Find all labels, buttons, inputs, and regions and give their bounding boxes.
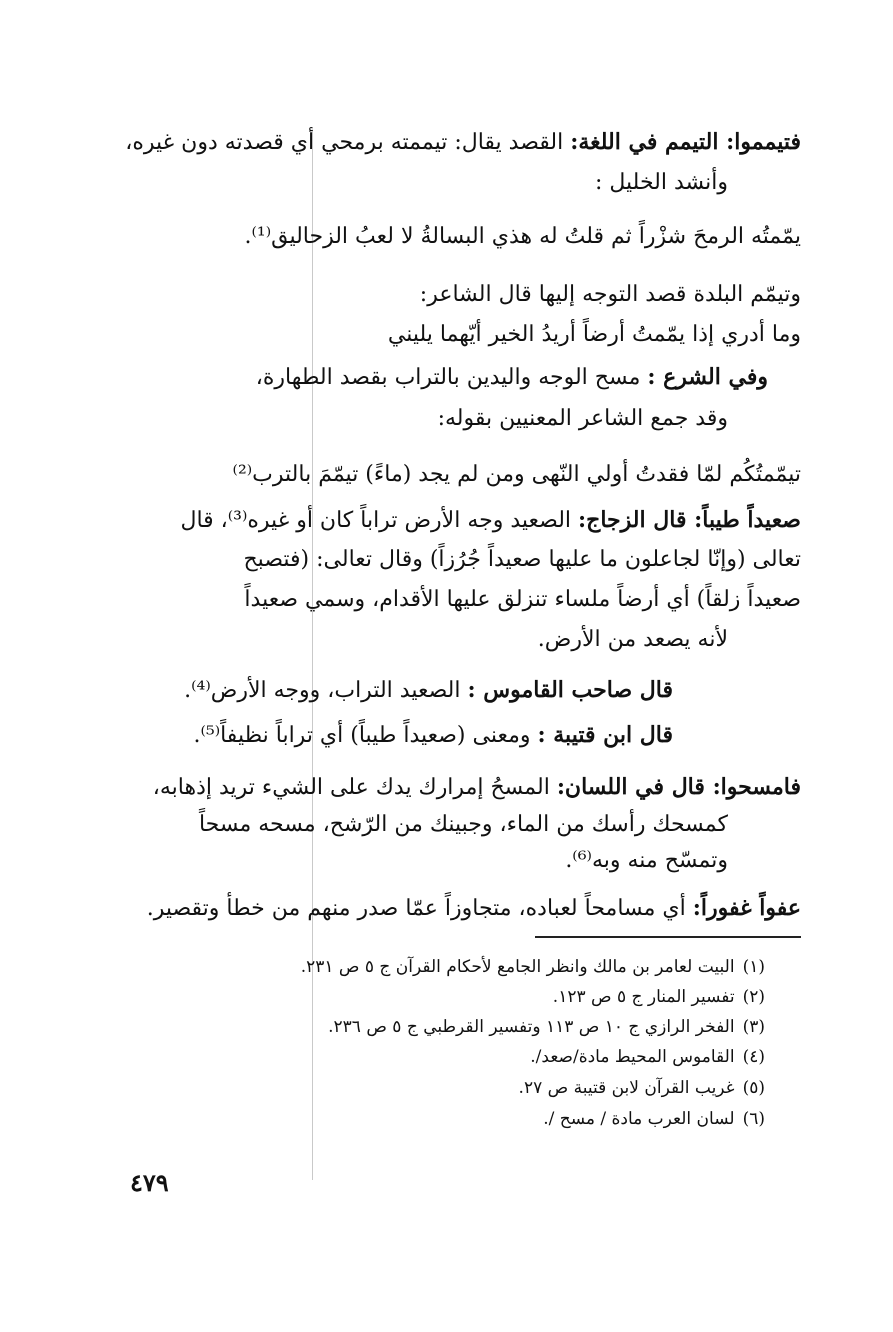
poem-verse: تيمّمتُكُم لمّا فقدتُ أولي النّهى ومن لم يجد (ماءً) تيمّمَ بالترب⁽²⁾ bbox=[232, 462, 801, 487]
text-line: لأنه يصعد من الأرض. bbox=[537, 627, 728, 652]
text-line: صعيداً زلقاً) أي أرضاً ملساء تنزلق عليها الأقدام، وسمي صعيداً bbox=[244, 587, 801, 612]
text-line: قال ابن قتيبة : ومعنى (صعيداً طيباً) أي تراباً نظيفاً⁽⁵⁾. bbox=[193, 722, 673, 748]
text-line: وتيمّم البلدة قصد التوجه إليها قال الشاعر: bbox=[419, 282, 801, 307]
poem-verse: وما أدري إذا يمّمتُ أرضاً أريدُ الخير أيّهما يليني bbox=[387, 322, 801, 347]
footnote: (٤)القاموس المحيط مادة/صعد/. bbox=[530, 1047, 765, 1067]
poem-verse: يمّمتُه الرمحَ شزْراً ثم قلتُ له هذي البسالةُ لا لعبُ الزحاليق⁽¹⁾. bbox=[244, 224, 801, 249]
text-line: صعيداً طيباً: قال الزجاج: الصعيد وجه الأرض تراباً كان أو غيره⁽³⁾، قال bbox=[180, 507, 801, 533]
footnote: (٥)غريب القرآن لابن قتيبة ص ٢٧. bbox=[518, 1078, 765, 1098]
page-number: ٤٧٩ bbox=[130, 1168, 169, 1197]
text-line: تعالى (وإنّا لجاعلون ما عليها صعيداً جُرُزاً) وقال تعالى: (فتصبح bbox=[243, 547, 801, 572]
text-line: وأنشد الخليل : bbox=[594, 170, 728, 195]
text-line: وفي الشرع : مسح الوجه واليدين بالتراب بقصد الطهارة، bbox=[255, 364, 768, 390]
text-line: قال صاحب القاموس : الصعيد التراب، ووجه الأرض⁽⁴⁾. bbox=[184, 677, 673, 703]
text-line: وقد جمع الشاعر المعنيين بقوله: bbox=[437, 406, 728, 431]
text-line: عفواً غفوراً: أي مسامحاً لعباده، متجاوزاً عمّا صدر منهم من خطأ وتقصير. bbox=[146, 895, 801, 921]
footnote: (١)البيت لعامر بن مالك وانظر الجامع لأحكام القرآن ج ٥ ص ٢٣١. bbox=[300, 957, 765, 977]
text-line: وتمسّح منه وبه⁽⁶⁾. bbox=[565, 848, 728, 873]
footnote: (٢)تفسير المنار ج ٥ ص ١٢٣. bbox=[552, 987, 765, 1007]
text-line: كمسحك رأسك من الماء، وجبينك من الرّشح، مسحه مسحاً bbox=[198, 812, 728, 837]
footnote: (٣)الفخر الرازي ج ١٠ ص ١١٣ وتفسير القرطبي ج ٥ ص ٢٣٦. bbox=[328, 1017, 765, 1037]
text-line: فامسحوا: قال في اللسان: المسحُ إمرارك يدك على الشيء تريد إذهابه، bbox=[152, 774, 801, 800]
text-line: فتيمموا: التيمم في اللغة: القصد يقال: تيممته برمحي أي قصدته دون غيره، bbox=[125, 129, 801, 155]
footnote-divider bbox=[535, 936, 801, 938]
footnote: (٦)لسان العرب مادة / مسح /. bbox=[543, 1109, 765, 1129]
page-gutter-line bbox=[312, 130, 313, 1180]
